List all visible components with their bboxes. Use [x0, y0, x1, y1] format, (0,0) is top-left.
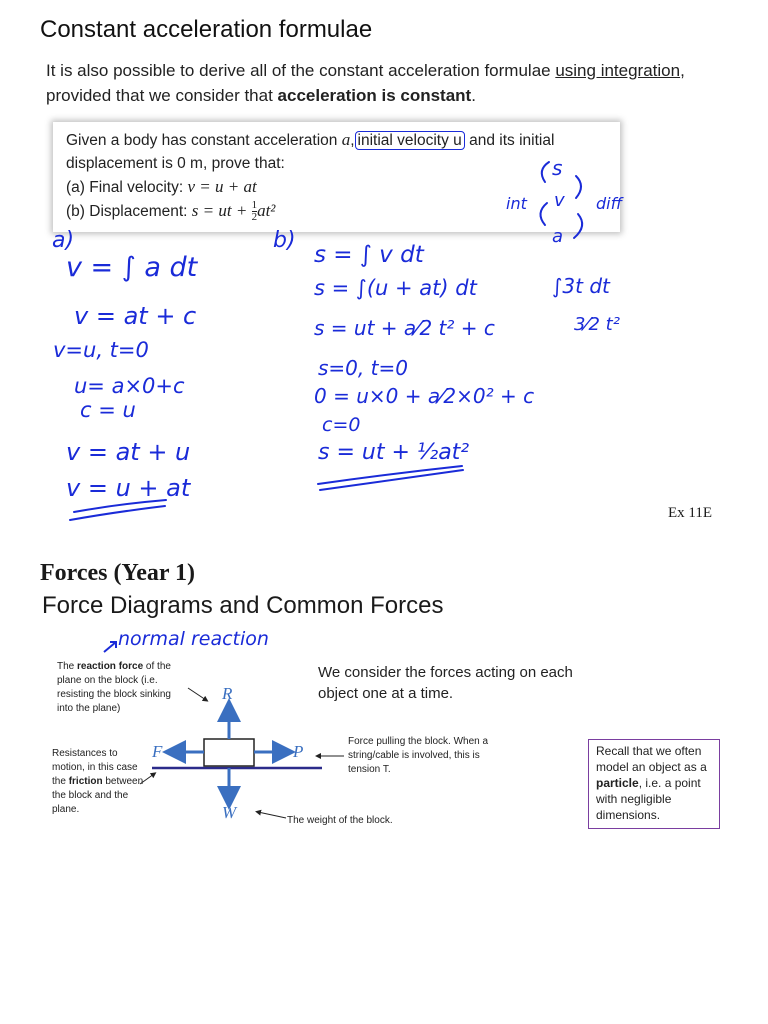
resistance-bold: friction — [68, 776, 103, 787]
force-label-r: R — [222, 684, 233, 703]
label-a: a) — [52, 228, 75, 253]
side-integral: ∫3t dt — [552, 274, 610, 298]
circled-annotation: initial velocity u — [355, 131, 465, 150]
question-line: Given a body has constant acceleration — [66, 132, 342, 149]
int-label: int — [506, 194, 527, 213]
hand-a-line: v = u + at — [66, 474, 191, 502]
resistance-text: Resistances to motion, in this case the — [52, 748, 138, 787]
hand-a-line: v=u, t=0 — [53, 338, 149, 362]
question-line: displacement is 0 m, prove that: — [66, 155, 285, 172]
item-b-formula: s = ut + — [191, 201, 252, 220]
item-a-formula: v = u + at — [187, 177, 257, 196]
hand-b-line: s = ut + ½at² — [318, 440, 470, 465]
reaction-bold: reaction force — [77, 661, 144, 672]
recall-bold: particle — [596, 776, 639, 790]
recall-text: , i.e. a point with negligible dimensions. — [596, 776, 701, 822]
hand-a-line: v = ∫ a dt — [66, 252, 198, 283]
hand-a-line: v = at + u — [66, 438, 191, 466]
force-label-f: F — [152, 742, 163, 761]
hand-a-line: c = u — [80, 398, 136, 422]
item-b-formula: at² — [257, 201, 276, 220]
force-label-w: W — [222, 803, 237, 822]
triangle-v: v — [554, 190, 565, 211]
exercise-reference: Ex 11E — [668, 505, 713, 521]
intro-text: , provided that we consider that — [46, 61, 685, 105]
hand-b-line: s = ut + a⁄2 t² + c — [314, 316, 495, 340]
reaction-text: The — [57, 661, 78, 672]
side-result: 3⁄2 t² — [574, 314, 620, 335]
intro-underlined: using integration — [555, 61, 681, 80]
hand-b-line: s=0, t=0 — [318, 356, 408, 380]
weight-description: The weight of the block. — [287, 815, 393, 826]
triangle-s: s — [552, 156, 563, 180]
section-subtitle: Force Diagrams and Common Forces — [42, 592, 444, 619]
frac-num: 1 — [251, 199, 258, 212]
diff-label: diff — [596, 194, 623, 213]
intro-text: . — [471, 86, 476, 105]
recall-box — [588, 739, 720, 829]
intro-bold: acceleration is constant — [277, 86, 472, 105]
intro-text: It is also possible to derive all of the constant acceleration formulae — [46, 61, 556, 80]
question-comma: , — [350, 132, 355, 149]
label-b: b) — [273, 228, 296, 253]
item-b-label: (b) Displacement: — [66, 203, 192, 220]
pointer-resistance — [140, 774, 154, 784]
pointer-reaction — [188, 688, 206, 700]
block — [204, 739, 254, 766]
consider-text: We consider the forces acting on each object one at a time. — [318, 664, 573, 702]
force-label-p: P — [293, 742, 304, 761]
item-a-label: (a) Final velocity: — [66, 179, 188, 196]
section-title: Forces (Year 1) — [40, 560, 196, 586]
resistance-text: between the block and the plane. — [52, 776, 144, 815]
frac-den: 2 — [251, 211, 258, 224]
triangle-a: a — [552, 226, 564, 247]
question-line: and its initial — [464, 132, 555, 149]
hand-b-line: s = ∫ v dt — [314, 242, 424, 268]
normal-reaction-annotation: normal reaction — [118, 628, 269, 650]
hand-b-line: c=0 — [322, 414, 361, 436]
hand-b-line: s = ∫(u + at) dt — [314, 276, 477, 300]
pointer-weight — [258, 812, 286, 818]
hand-a-line: u= a×0+c — [74, 374, 185, 398]
recall-text: Recall that we often model an object as a — [596, 744, 707, 774]
hand-a-line: v = at + c — [74, 302, 197, 330]
accel-symbol: a — [341, 130, 351, 149]
reaction-text: of the plane on the block (i.e. resisting the block sinking into the plane) — [57, 661, 171, 714]
page-title: Constant acceleration formulae — [40, 16, 373, 43]
hand-b-line: 0 = u×0 + a⁄2×0² + c — [314, 384, 535, 408]
pulling-description: Force pulling the block. When a string/cable is involved, this is tension T. — [348, 736, 489, 775]
